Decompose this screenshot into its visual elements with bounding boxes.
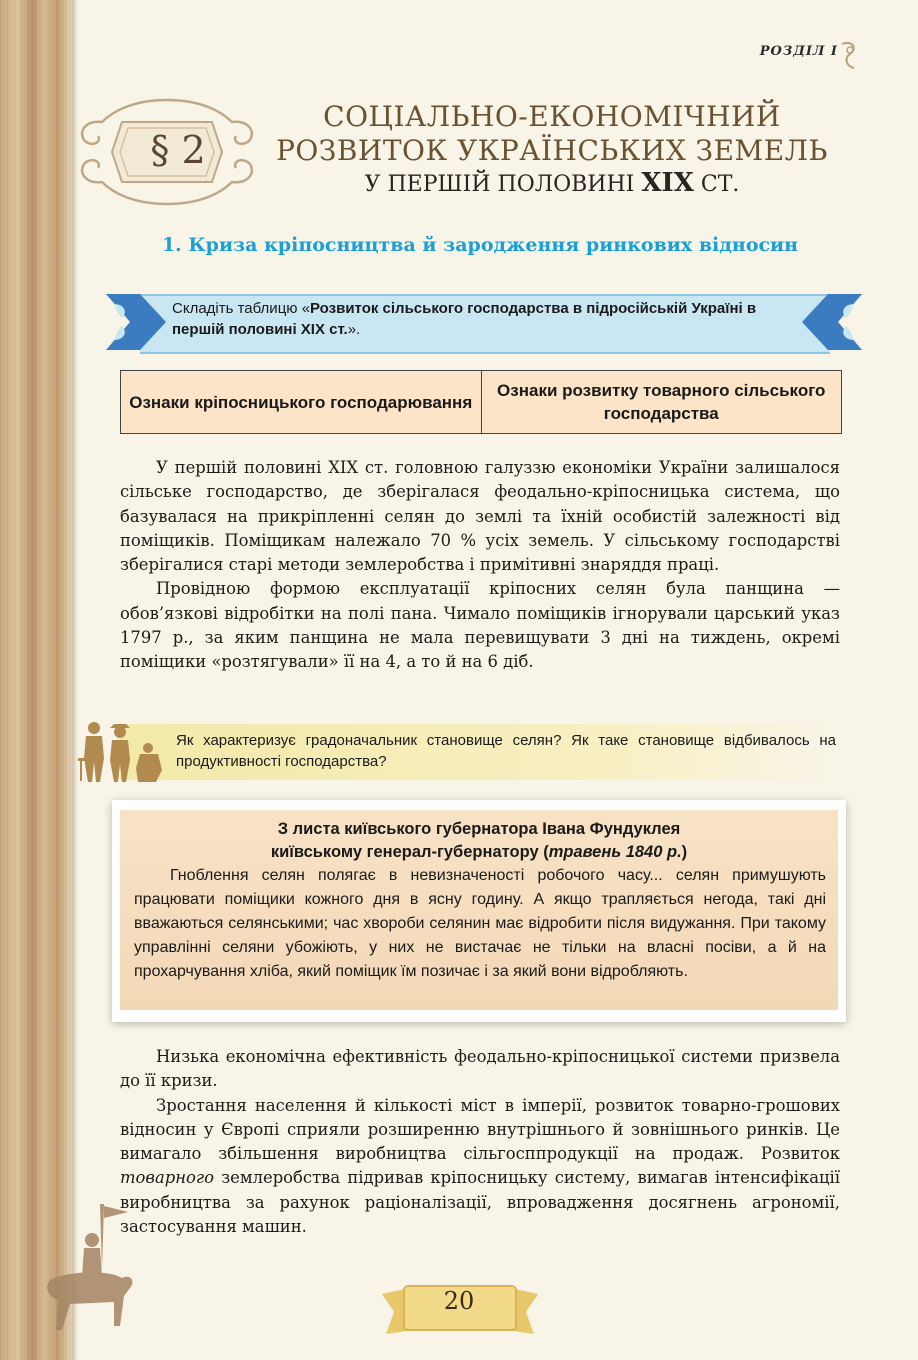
table-header-cell: Ознаки розвитку товарного сільського господарства xyxy=(481,371,842,433)
paragraph-number: § 2 xyxy=(150,128,206,172)
task-prefix: Складіть таблицю « xyxy=(172,300,311,317)
task-banner xyxy=(100,290,868,354)
page-number: 20 xyxy=(443,1287,475,1315)
left-strip-texture xyxy=(0,0,72,1360)
body-span: Зростання населення й кількості міст в імперії, розвиток товарно-грошових відносин у Європі сприяли розширенню внутрішнього й зовнішнього ринків. Це вимагало збільшення виробництва сільгосппродукції на продаж. Розвиток xyxy=(120,1095,840,1164)
blue-ornament-icon xyxy=(798,290,868,354)
horseman-silhouette-icon xyxy=(30,1200,140,1350)
task-table xyxy=(120,370,842,434)
task-bold: Розвиток сільського господарства в підросійській Україні в першій половині XIX ст. xyxy=(172,300,757,338)
document-date: травень 1840 р. xyxy=(548,843,682,861)
task-suffix: ». xyxy=(347,321,361,338)
document-title xyxy=(120,818,838,864)
title-line-2: РОЗВИТОК УКРАЇНСЬКИХ ЗЕМЕЛЬ xyxy=(276,134,828,167)
document-text: Гноблення селян полягає в невизначеності робочого часу... селян примушують працювати поміщики кожного дня в ясну годину. А якщо трапляється негода, такі дні вважаються селянськими; час хвороби селянин має відробити після видужання. При такому управлінні селяни убожіють, у них не вистачає не тільки на власні посіви, а й на прохарчування хліба, який поміщик їм позичає і за який вони відробляють. xyxy=(134,867,826,980)
body-text-block xyxy=(120,1045,840,1239)
document-title-prefix: київському генерал-губернатору ( xyxy=(270,843,549,861)
title-sub-prefix: У ПЕРШІЙ ПОЛОВИНІ xyxy=(364,172,642,197)
document-inner xyxy=(120,810,838,1010)
body-italic: товарного xyxy=(120,1168,215,1188)
document-title-suffix: ) xyxy=(681,843,688,861)
body-paragraph: У першій половині XIX ст. головною галуззю економіки України залишалося сільське господарство, де зберігалася феодально-кріпосницька система, що базувалася на прикріпленні селян до землі та їхній особистій залежності від поміщиків. Поміщикам належало 70 % усіх земель. У сільському господарстві зберігалися старі методи землеробства і примітивні знаряддя праці. xyxy=(120,458,840,575)
title-subline xyxy=(262,168,842,200)
paragraph-title xyxy=(262,100,842,200)
body-paragraph: Низька економічна ефективність феодально-кріпосницької системи призвела до її кризи. xyxy=(120,1047,840,1091)
blue-ornament-icon xyxy=(100,290,170,354)
title-line-1: СОЦІАЛЬНО-ЕКОНОМІЧНИЙ xyxy=(323,100,781,133)
body-text-block xyxy=(120,456,840,675)
document-title-line2 xyxy=(120,841,838,864)
section-subheading: 1. Криза кріпосництва й зародження ринкових відносин xyxy=(161,234,799,256)
body-paragraph xyxy=(120,1094,840,1240)
document-box xyxy=(112,800,846,1022)
body-span: землеробства підривав кріпосницьку систему, вимагав інтенсифікації виробництва за рахунок раціоналізації, впровадження досягнень агрономії, застосування машин. xyxy=(120,1168,840,1237)
title-sub-century: XIX xyxy=(641,168,694,198)
scroll-ornament-icon xyxy=(838,38,860,72)
people-silhouette-icon xyxy=(76,718,172,784)
table-header-cell: Ознаки кріпосницького господарювання xyxy=(129,392,473,412)
document-title-line1: З листа київського губернатора Івана Фундуклея xyxy=(277,820,681,838)
task-text xyxy=(172,298,802,340)
question-text: Як характеризує градоначальник становище селян? Як таке становище відбивалось на продуктивності господарства? xyxy=(176,732,836,770)
title-sub-suffix: СТ. xyxy=(693,172,740,197)
body-paragraph: Провідною формою експлуатації кріпосних селян була панщина — обов’язкові відробітки на полі пана. Чимало поміщиків ігнорували царський указ 1797 р., за яким панщина не мала перевищувати 3 дні на тиждень, окремі поміщики «розтягували» її на 4, а то й на 6 діб. xyxy=(120,579,840,672)
section-label: РОЗДІЛ І xyxy=(759,44,838,59)
